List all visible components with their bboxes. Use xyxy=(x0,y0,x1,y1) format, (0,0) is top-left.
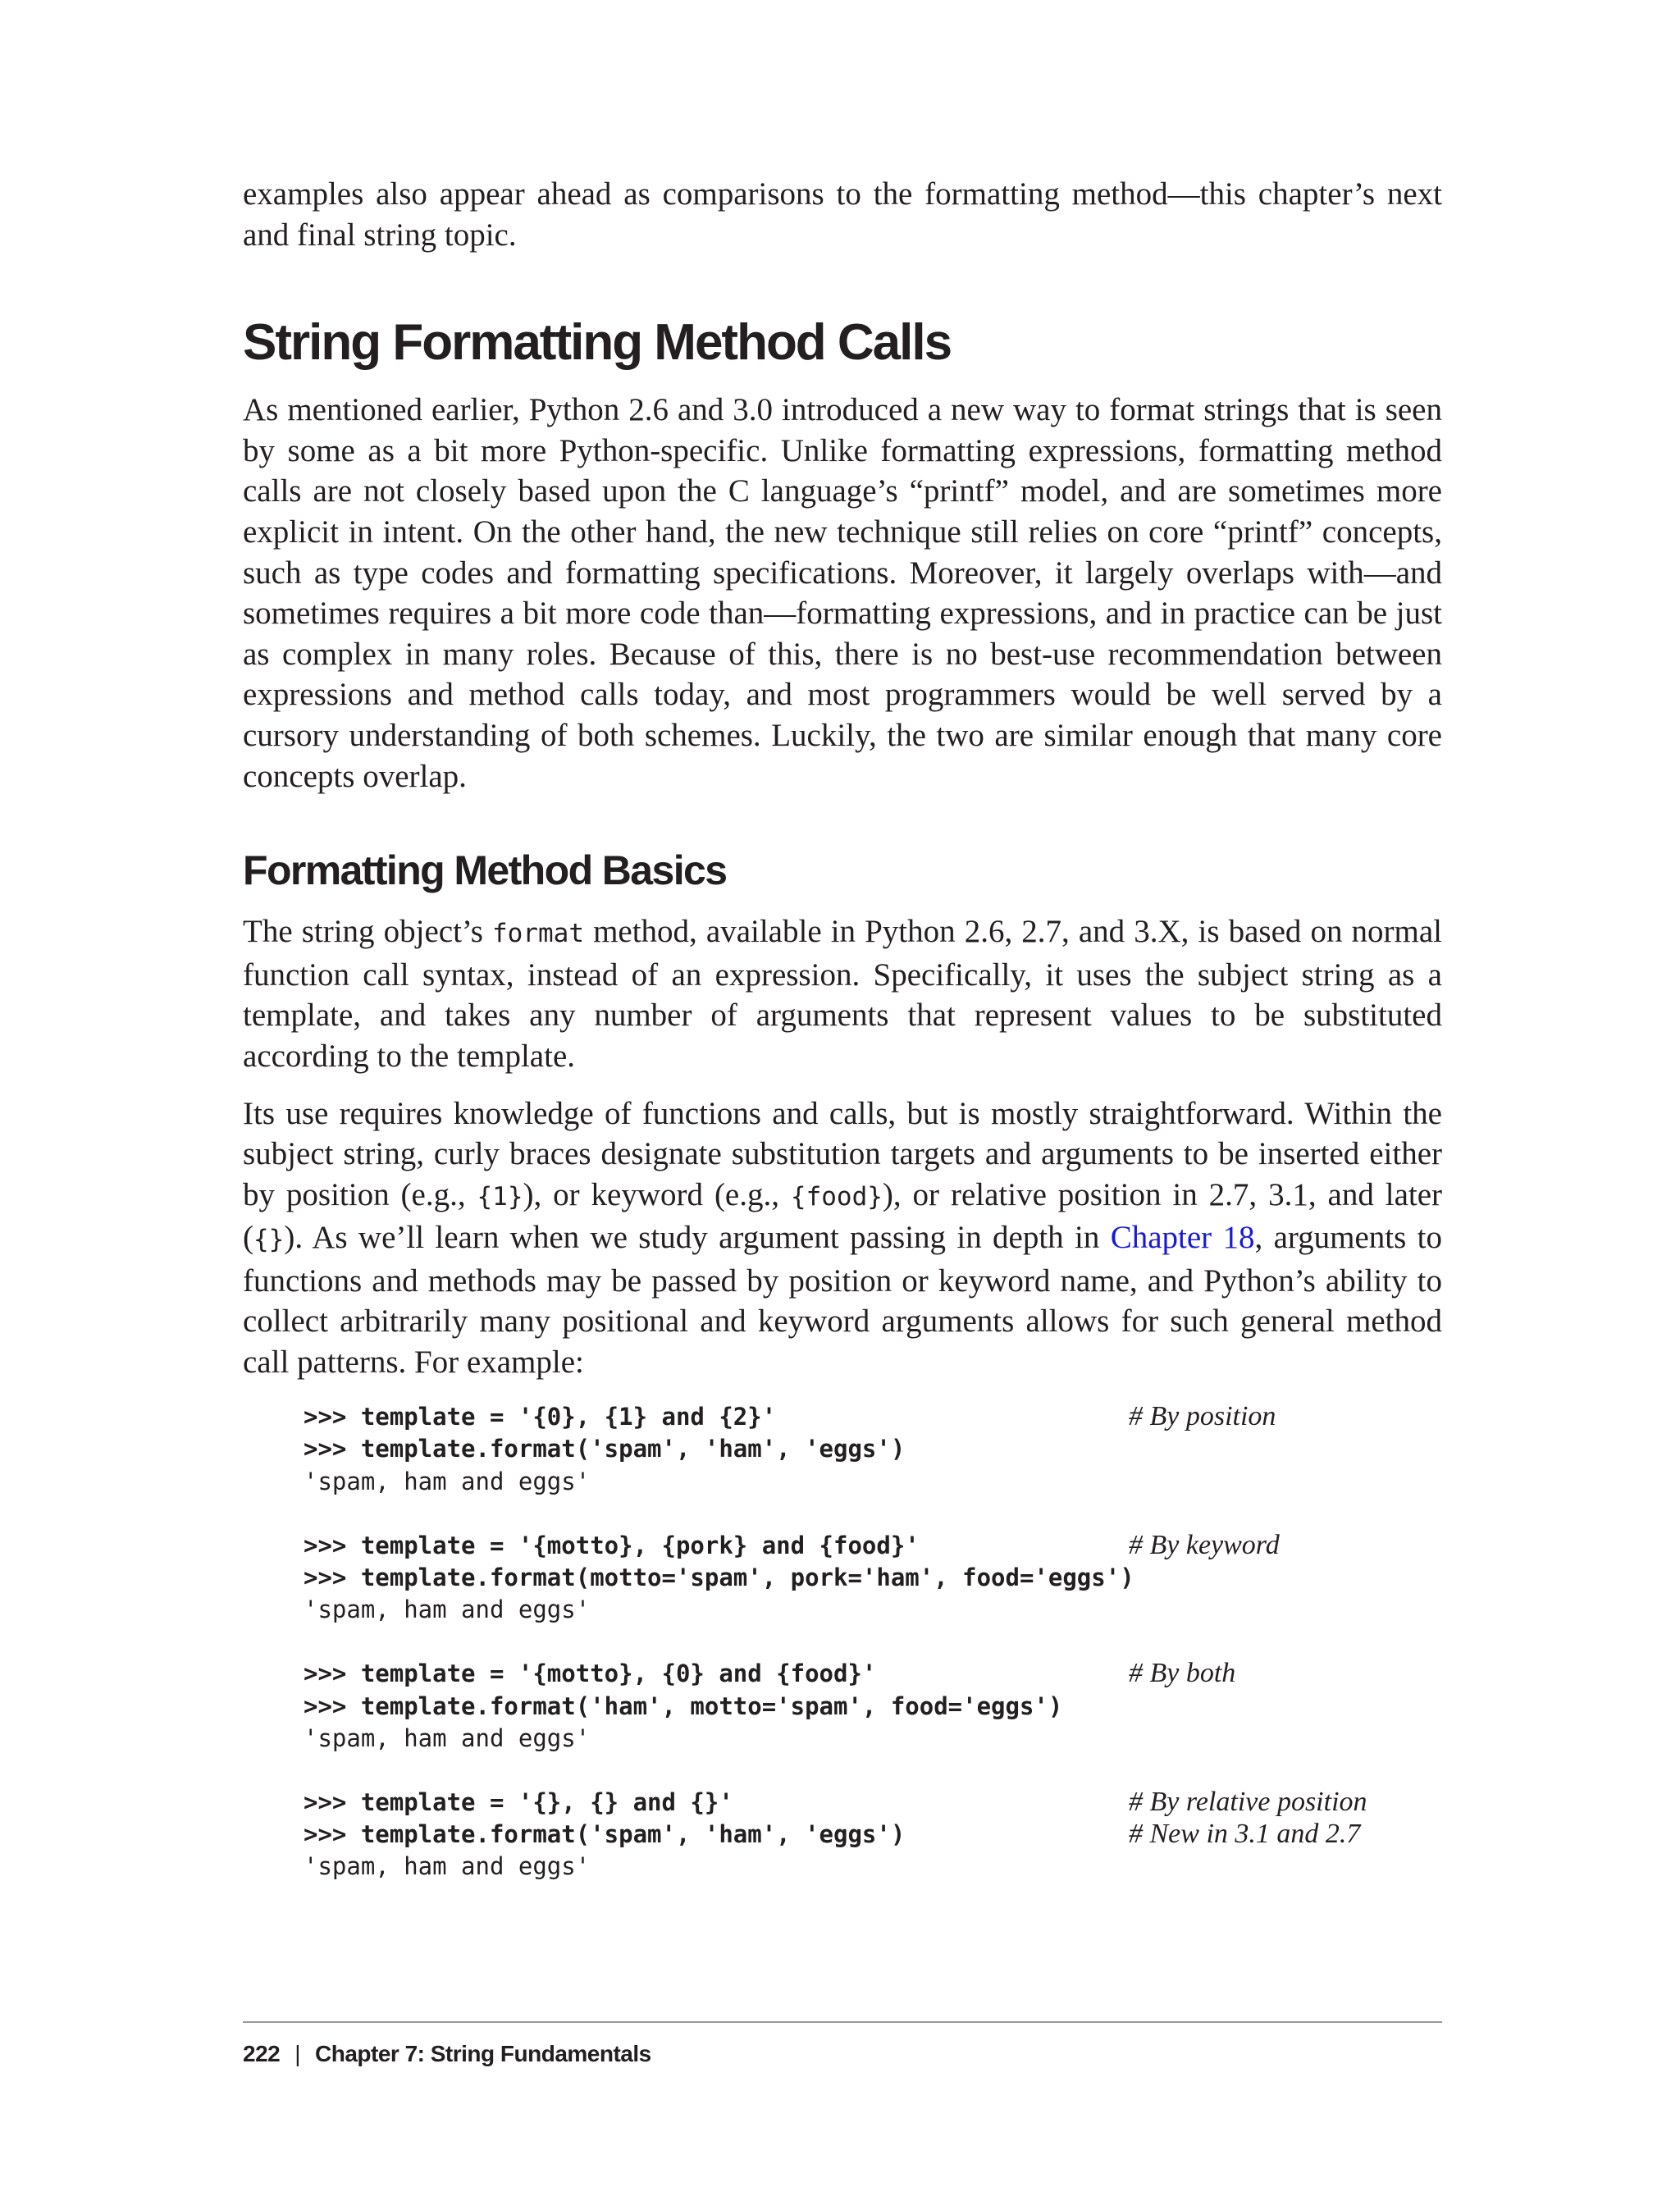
inline-code: {1} xyxy=(477,1181,523,1212)
section-paragraph: As mentioned earlier, Python 2.6 and 3.0 introduced a new way to format strings that is seen by some as a bit more Python-specific. Unlike formatting expressions, formatting method calls are not closely based upon the C language’s “printf” model, and are sometimes more explicit in intent. On the other hand, the new technique still relies on core “printf” concepts, such as type codes and formatting specifications. Moreover, it largely overlaps with—and sometimes requires a bit more code than—formatting expressions, and in practice can be just as complex in many roles. Because of this, there is no best-use recommendation between expressions and method calls today, and most programmers would be well served by a cursory understanding of both schemes. Luckily, the two are similar enough that many core concepts overlap. xyxy=(243,392,1442,794)
code-output: 'spam, ham and eggs' xyxy=(304,1852,591,1881)
chapter-18-link[interactable]: Chapter 18 xyxy=(1110,1220,1255,1256)
code-comment: # By both xyxy=(1129,1658,1236,1689)
code-line xyxy=(304,1690,1452,1722)
intro-paragraph: examples also appear ahead as comparisons to the formatting method—this chapter’s next and final string topic. xyxy=(243,176,1442,253)
section-title: String Formatting Method Calls xyxy=(243,314,952,372)
code-line xyxy=(304,1594,1452,1626)
paragraph-text: ), or keyword (e.g., xyxy=(523,1176,791,1212)
code-line xyxy=(304,1433,1452,1465)
running-chapter-title: Chapter 7: String Fundamentals xyxy=(315,2041,651,2066)
code-text: >>> template = '{}, {} and {}' xyxy=(304,1787,733,1816)
code-group xyxy=(304,1529,1452,1626)
code-line xyxy=(304,1465,1452,1497)
paragraph-text: Its use requires knowledge of functions and calls, but is mostly straightforward. Within the subject string, curly braces designate substitution targets and arguments to be inserted either by position (e.g., xyxy=(243,1095,1442,1212)
code-line xyxy=(304,1819,1452,1851)
code-line xyxy=(304,1561,1452,1593)
code-comment: # New in 3.1 and 2.7 xyxy=(1129,1819,1361,1850)
paragraph-text: method, available in Python 2.6, 2.7, and 3.X, is based on normal function call syntax, instead of an expression. Specifically, it uses the subject string as a template, and takes any number of arguments that represent values to be substituted according to the template. xyxy=(243,914,1443,1074)
code-output: 'spam, ham and eggs' xyxy=(304,1723,591,1752)
code-line xyxy=(304,1851,1452,1883)
code-group xyxy=(304,1401,1452,1498)
code-text: >>> template.format(motto='spam', pork='ham', food='eggs') xyxy=(304,1564,1134,1591)
code-group xyxy=(304,1786,1452,1883)
code-text: >>> template.format('ham', motto='spam', food='eggs') xyxy=(304,1691,1063,1720)
code-line xyxy=(304,1529,1452,1561)
code-line xyxy=(304,1722,1452,1754)
code-output: 'spam, ham and eggs' xyxy=(304,1596,591,1624)
code-comment: # By keyword xyxy=(1129,1529,1280,1560)
code-group xyxy=(304,1658,1452,1755)
paragraph-text: , arguments to functions and methods may be passed by position or keyword name, and Python’s ability to collect arbitrarily many positional and keyword arguments allows for such general method call patterns. For example: xyxy=(243,1220,1442,1381)
code-line xyxy=(304,1658,1452,1690)
inline-code: {food} xyxy=(790,1181,883,1212)
page-number: 222 xyxy=(243,2041,281,2066)
inline-code: format xyxy=(492,919,584,949)
page-content xyxy=(243,174,1442,1915)
code-comment: # By position xyxy=(1129,1401,1276,1432)
braces-paragraph xyxy=(243,1093,1442,1383)
footer-separator: | xyxy=(294,2041,300,2066)
code-text: >>> template = '{motto}, {pork} and {food}' xyxy=(304,1531,920,1559)
code-output: 'spam, ham and eggs' xyxy=(304,1467,591,1495)
code-line xyxy=(304,1786,1452,1818)
paragraph-text: ), or relative position in 2.7, 3.1, and later ( xyxy=(243,1176,1443,1256)
code-line xyxy=(304,1401,1452,1433)
code-comment: # By relative position xyxy=(1129,1786,1367,1817)
code-text: >>> template = '{0}, {1} and {2}' xyxy=(304,1403,777,1431)
subsection-title: Formatting Method Basics xyxy=(243,847,727,894)
code-example xyxy=(304,1401,1452,1883)
code-text: >>> template.format('spam', 'ham', 'eggs') xyxy=(304,1820,906,1849)
code-text: >>> template = '{motto}, {0} and {food}' xyxy=(304,1659,877,1688)
code-text: >>> template.format('spam', 'ham', 'eggs') xyxy=(304,1435,906,1463)
inline-code: {} xyxy=(253,1225,285,1255)
format-method-paragraph xyxy=(243,911,1442,1076)
page-footer xyxy=(243,2021,1442,2067)
paragraph-text: ). As we’ll learn when we study argument passing in depth in xyxy=(284,1220,1111,1256)
paragraph-text: The string object’s xyxy=(243,914,493,950)
